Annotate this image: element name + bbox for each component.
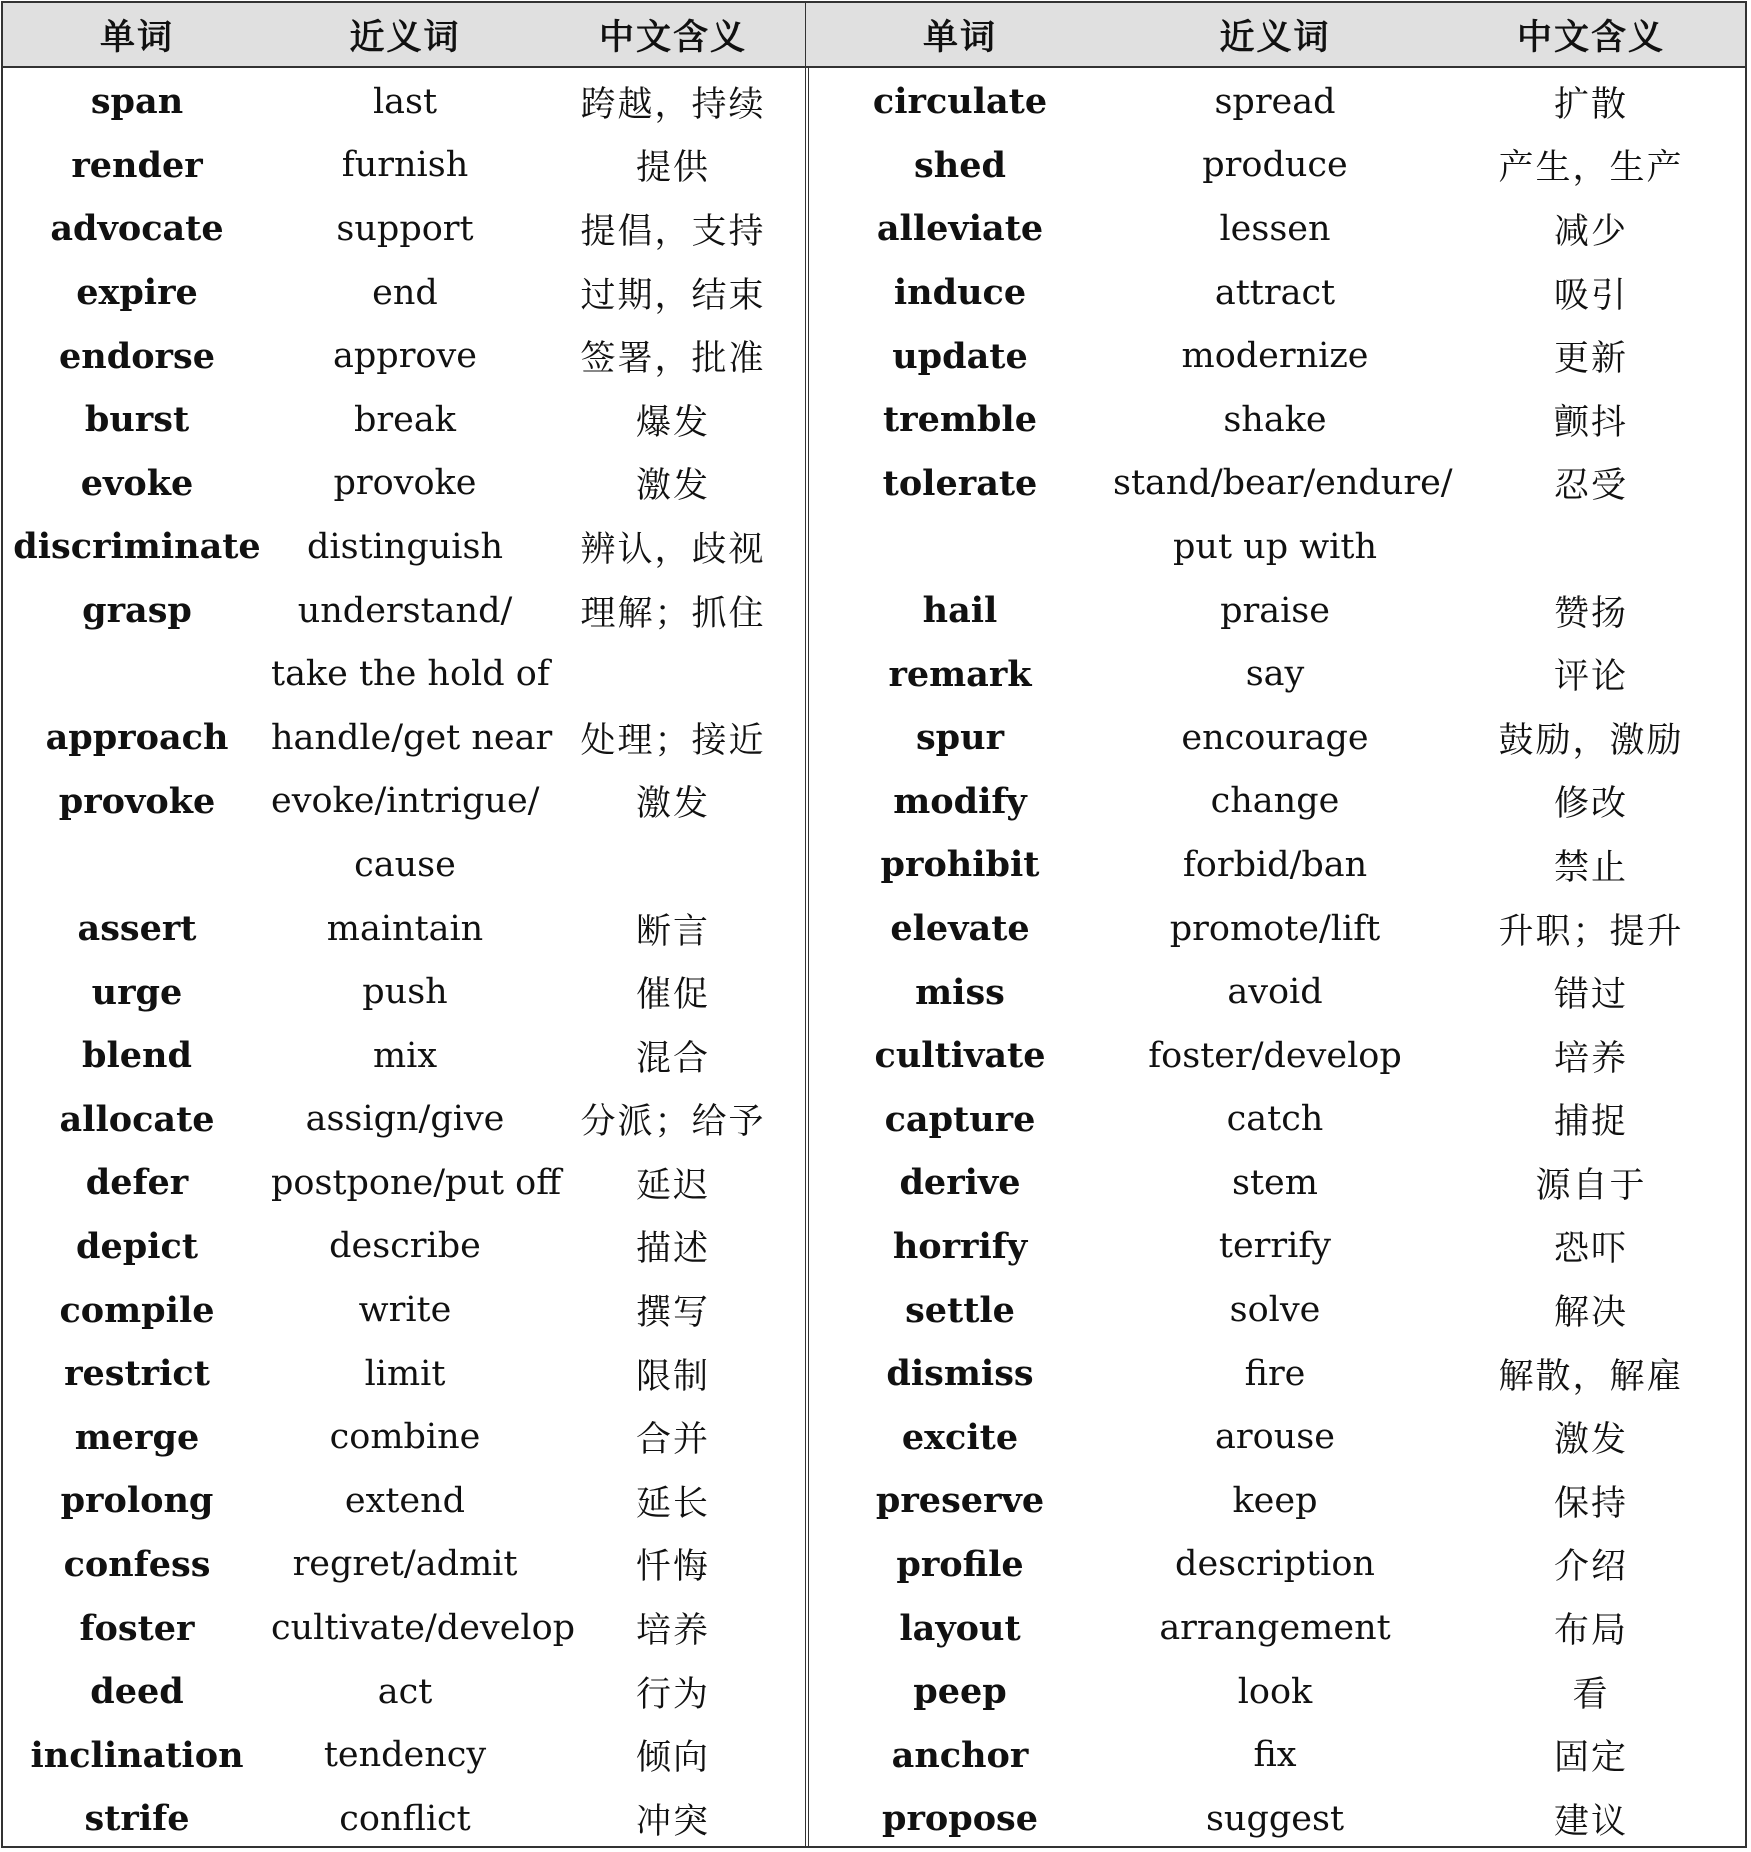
synonym-cell: write	[358, 1290, 452, 1331]
synonym-cell: assign/give	[305, 1099, 505, 1140]
word-cell: remark	[888, 653, 1032, 695]
meaning-cell: 分派；给予	[580, 1102, 766, 1143]
header-word: 单词	[99, 17, 174, 58]
word-cell: allocate	[59, 1098, 215, 1140]
word-cell: spur	[915, 717, 1005, 759]
table-header	[3, 3, 807, 68]
meaning-cell: 延迟	[635, 1165, 710, 1206]
table-row	[3, 833, 807, 897]
meaning-cell: 跨越，持续	[580, 84, 766, 125]
table-row	[807, 388, 1745, 452]
word-cell: prolong	[60, 1480, 214, 1522]
table-row	[3, 1342, 807, 1406]
table-row	[3, 1024, 807, 1088]
synonym-cell: describe	[329, 1226, 481, 1267]
synonym-cell: description	[1175, 1544, 1375, 1585]
word-cell: elevate	[890, 908, 1030, 950]
word-cell: propose	[881, 1798, 1039, 1840]
meaning-cell: 激发	[1553, 1420, 1628, 1461]
synonym-cell: end	[372, 272, 438, 313]
table-row	[807, 960, 1745, 1024]
table-row	[3, 706, 807, 770]
table-row	[807, 1342, 1745, 1406]
word-cell: tremble	[883, 399, 1037, 441]
table-row	[807, 134, 1745, 198]
word-cell: hail	[922, 590, 998, 632]
table-row	[3, 134, 807, 198]
table-row	[807, 324, 1745, 388]
synonym-cell: solve	[1229, 1290, 1321, 1331]
synonym-cell: foster/develop	[1148, 1035, 1402, 1076]
meaning-cell: 错过	[1553, 975, 1628, 1016]
word-cell: cultivate	[874, 1035, 1046, 1077]
meaning-cell: 建议	[1553, 1801, 1628, 1842]
meaning-cell: 产生，生产	[1498, 148, 1684, 189]
table-row	[807, 1278, 1745, 1342]
synonym-cell: forbid/ban	[1182, 844, 1368, 885]
word-cell: span	[90, 81, 184, 123]
table-row	[3, 70, 807, 134]
meaning-cell: 布局	[1553, 1611, 1628, 1652]
meaning-cell: 扩散	[1553, 84, 1628, 125]
word-cell: depict	[76, 1225, 198, 1267]
meaning-cell: 理解；抓住	[580, 593, 766, 634]
synonym-cell: mix	[372, 1035, 438, 1076]
meaning-cell: 忏悔	[635, 1547, 710, 1588]
header-word: 单词	[922, 17, 997, 58]
synonym-cell: change	[1210, 781, 1340, 822]
meaning-cell: 忍受	[1553, 466, 1628, 507]
meaning-cell: 介绍	[1553, 1547, 1628, 1588]
synonym-cell: postpone/put off	[271, 1162, 562, 1203]
meaning-cell: 激发	[635, 784, 710, 825]
meaning-cell: 延长	[635, 1483, 710, 1524]
table-row	[807, 515, 1745, 579]
meaning-cell: 恐吓	[1553, 1229, 1628, 1270]
word-cell: excite	[901, 1416, 1019, 1458]
synonym-cell: modernize	[1181, 336, 1369, 377]
synonym-cell: praise	[1220, 590, 1330, 631]
meaning-cell: 撰写	[635, 1293, 710, 1334]
word-cell: expire	[76, 272, 198, 314]
word-cell: restrict	[64, 1353, 210, 1395]
synonym-cell: cultivate/develop	[271, 1608, 576, 1649]
synonym-cell: last	[372, 81, 438, 122]
synonym-cell: put up with	[1173, 526, 1377, 567]
word-cell: profile	[896, 1543, 1024, 1585]
word-cell: tolerate	[882, 462, 1038, 504]
meaning-cell: 评论	[1553, 657, 1628, 698]
meaning-cell: 提供	[635, 148, 710, 189]
word-cell: endorse	[59, 335, 215, 377]
word-cell: preserve	[875, 1480, 1045, 1522]
meaning-cell: 培养	[1553, 1038, 1628, 1079]
word-cell: modify	[893, 780, 1027, 822]
word-cell: capture	[884, 1098, 1036, 1140]
synonym-cell: avoid	[1227, 972, 1323, 1013]
synonym-cell: support	[336, 208, 474, 249]
synonym-cell: lessen	[1219, 208, 1331, 249]
meaning-cell: 签署，批准	[580, 339, 766, 380]
synonym-cell: say	[1245, 654, 1305, 695]
synonym-cell: encourage	[1181, 717, 1369, 758]
synonym-cell: stand/bear/endure/	[1113, 463, 1453, 504]
word-cell: miss	[915, 971, 1005, 1013]
table-row	[807, 70, 1745, 134]
synonym-cell: stem	[1232, 1162, 1318, 1203]
synonym-cell: tendency	[323, 1735, 487, 1776]
header-meaning: 中文含义	[1516, 17, 1665, 58]
meaning-cell: 催促	[635, 975, 710, 1016]
synonym-cell: approve	[333, 336, 477, 377]
synonym-cell: evoke/intrigue/	[271, 781, 540, 822]
synonym-cell: arrangement	[1159, 1608, 1391, 1649]
word-cell: anchor	[891, 1734, 1029, 1776]
synonym-cell: distinguish	[306, 526, 503, 567]
synonym-cell: cause	[354, 844, 456, 885]
table-header	[807, 3, 1745, 68]
table-row	[3, 261, 807, 325]
synonym-cell: look	[1237, 1671, 1313, 1712]
table-row	[3, 1596, 807, 1660]
word-cell: shed	[914, 144, 1006, 186]
table-row	[807, 452, 1745, 516]
synonym-cell: produce	[1202, 145, 1348, 186]
table-row	[807, 770, 1745, 834]
table-row	[3, 1469, 807, 1533]
meaning-cell: 赞扬	[1553, 593, 1628, 634]
word-cell: compile	[59, 1289, 215, 1331]
meaning-cell: 混合	[635, 1038, 710, 1079]
meaning-cell: 倾向	[635, 1738, 710, 1779]
word-cell: horrify	[892, 1225, 1028, 1267]
meaning-cell: 冲突	[635, 1801, 710, 1842]
synonym-cell: keep	[1232, 1480, 1318, 1521]
synonym-cell: fire	[1244, 1353, 1306, 1394]
table-row	[807, 897, 1745, 961]
table-row	[3, 1723, 807, 1787]
synonym-cell: act	[377, 1671, 433, 1712]
meaning-cell: 过期，结束	[580, 275, 766, 316]
synonym-cell: fix	[1253, 1735, 1297, 1776]
table-row	[3, 1787, 807, 1851]
header-synonym: 近义词	[349, 17, 461, 58]
synonym-cell: handle/get near	[271, 717, 553, 758]
table-row	[807, 833, 1745, 897]
header-meaning: 中文含义	[598, 17, 747, 58]
table-row	[807, 1660, 1745, 1724]
word-cell: peep	[913, 1671, 1007, 1713]
meaning-cell: 保持	[1553, 1483, 1628, 1524]
meaning-cell: 捕捉	[1553, 1102, 1628, 1143]
meaning-cell: 源自于	[1535, 1165, 1647, 1206]
table-row	[3, 1660, 807, 1724]
synonym-cell: regret/admit	[292, 1544, 518, 1585]
meaning-cell: 激发	[635, 466, 710, 507]
table-row	[3, 388, 807, 452]
word-cell: urge	[91, 971, 183, 1013]
synonym-cell: push	[362, 972, 448, 1013]
meaning-cell: 解散，解雇	[1498, 1356, 1684, 1397]
meaning-cell: 修改	[1553, 784, 1628, 825]
synonym-cell: attract	[1214, 272, 1336, 313]
table-row	[3, 1088, 807, 1152]
table-row	[3, 897, 807, 961]
word-cell: induce	[893, 272, 1027, 314]
meaning-cell: 培养	[635, 1611, 710, 1652]
word-cell: confess	[63, 1543, 211, 1585]
synonym-cell: spread	[1214, 81, 1336, 122]
synonym-cell: take the hold of	[271, 654, 550, 695]
table-row	[3, 770, 807, 834]
synonym-cell: conflict	[339, 1798, 471, 1839]
synonym-cell: shake	[1223, 399, 1327, 440]
synonym-cell: break	[354, 399, 456, 440]
table-row	[807, 1596, 1745, 1660]
meaning-cell: 鼓励，激励	[1498, 720, 1684, 761]
word-cell: inclination	[30, 1734, 244, 1776]
word-cell: approach	[45, 717, 229, 759]
table-row	[807, 1533, 1745, 1597]
word-cell: strife	[84, 1798, 190, 1840]
meaning-cell: 固定	[1553, 1738, 1628, 1779]
table-row	[807, 1024, 1745, 1088]
meaning-cell: 更新	[1553, 339, 1628, 380]
table-row	[3, 1533, 807, 1597]
meaning-cell: 升职；提升	[1498, 911, 1684, 952]
synonym-cell: terrify	[1218, 1226, 1332, 1267]
word-cell: blend	[82, 1035, 192, 1077]
word-cell: update	[892, 335, 1028, 377]
table-row	[807, 261, 1745, 325]
word-cell: evoke	[80, 462, 194, 504]
word-cell: discriminate	[13, 526, 261, 568]
table-row	[807, 1787, 1745, 1851]
word-cell: prohibit	[880, 844, 1040, 886]
table-row	[3, 1278, 807, 1342]
table-row	[807, 1405, 1745, 1469]
synonym-cell: extend	[344, 1480, 466, 1521]
word-cell: settle	[905, 1289, 1015, 1331]
meaning-cell: 颤抖	[1553, 402, 1628, 443]
synonym-cell: maintain	[326, 908, 484, 949]
table-row	[3, 452, 807, 516]
meaning-cell: 断言	[635, 911, 710, 952]
table-body	[807, 68, 1745, 1851]
synonym-cell: catch	[1226, 1099, 1324, 1140]
synonym-cell: provoke	[333, 463, 477, 504]
word-cell: defer	[85, 1162, 189, 1204]
table-row	[807, 1723, 1745, 1787]
synonym-cell: limit	[364, 1353, 446, 1394]
table-row	[807, 642, 1745, 706]
word-cell: merge	[74, 1416, 200, 1458]
word-cell: alleviate	[876, 208, 1044, 250]
meaning-cell: 吸引	[1553, 275, 1628, 316]
meaning-cell: 处理；接近	[580, 720, 766, 761]
table-row	[807, 1215, 1745, 1279]
word-cell: circulate	[872, 81, 1048, 123]
header-synonym: 近义词	[1219, 17, 1331, 58]
word-cell: grasp	[82, 590, 192, 632]
table-row	[3, 1215, 807, 1279]
word-cell: foster	[79, 1607, 195, 1649]
synonym-cell: promote/lift	[1169, 908, 1381, 949]
meaning-cell: 解决	[1553, 1293, 1628, 1334]
table-row	[3, 324, 807, 388]
word-cell: render	[71, 144, 203, 186]
synonym-cell: combine	[329, 1417, 481, 1458]
word-cell: layout	[899, 1607, 1021, 1649]
table-row	[807, 706, 1745, 770]
word-cell: derive	[899, 1162, 1021, 1204]
synonym-cell: suggest	[1205, 1798, 1345, 1839]
table-body	[3, 68, 807, 1851]
synonym-cell: understand/	[297, 590, 513, 631]
meaning-cell: 辨认，歧视	[580, 529, 766, 570]
vocab-table	[1, 1, 1747, 1848]
table-row	[807, 197, 1745, 261]
table-row	[3, 1151, 807, 1215]
table-row	[807, 1469, 1745, 1533]
table-row	[3, 1405, 807, 1469]
meaning-cell: 合并	[635, 1420, 710, 1461]
table-row	[3, 197, 807, 261]
table-row	[807, 1088, 1745, 1152]
synonym-cell: arouse	[1215, 1417, 1335, 1458]
meaning-cell: 减少	[1553, 211, 1628, 252]
meaning-cell: 限制	[635, 1356, 710, 1397]
table-row	[3, 579, 807, 643]
table-row	[3, 515, 807, 579]
meaning-cell: 行为	[635, 1674, 710, 1715]
table-row	[3, 642, 807, 706]
meaning-cell: 爆发	[635, 402, 710, 443]
left-table	[3, 3, 807, 1846]
word-cell: assert	[77, 908, 197, 950]
synonym-cell: furnish	[341, 145, 469, 186]
table-row	[807, 579, 1745, 643]
meaning-cell: 提倡，支持	[580, 211, 766, 252]
word-cell: provoke	[58, 780, 216, 822]
word-cell: deed	[90, 1671, 184, 1713]
meaning-cell: 看	[1572, 1674, 1610, 1715]
word-cell: advocate	[50, 208, 224, 250]
table-row	[3, 960, 807, 1024]
word-cell: burst	[84, 399, 190, 441]
word-cell: dismiss	[886, 1353, 1034, 1395]
table-row	[807, 1151, 1745, 1215]
meaning-cell: 禁止	[1553, 847, 1628, 888]
meaning-cell: 描述	[635, 1229, 710, 1270]
right-table	[807, 3, 1745, 1846]
